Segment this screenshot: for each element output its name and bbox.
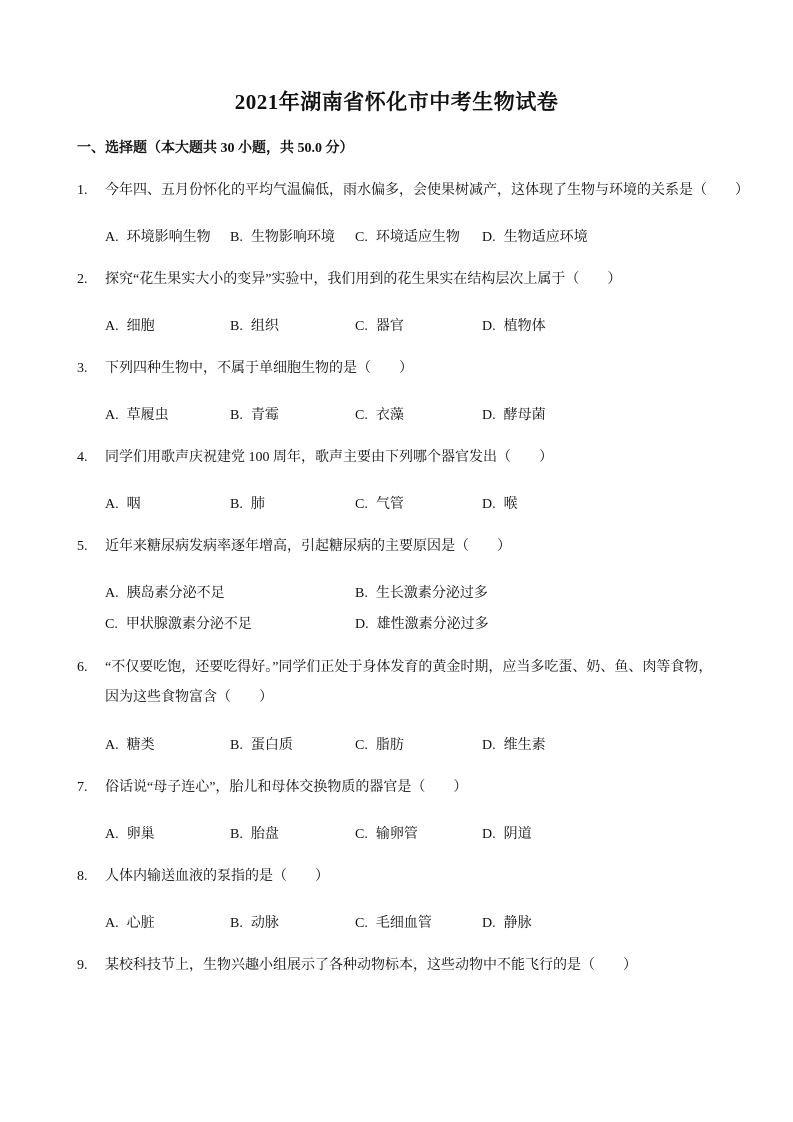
- question-stem: “不仅要吃饱，还要吃得好。”同学们正处于身体发育的黄金时期，应当多吃蛋、奶、鱼、肉等食物，: [105, 660, 713, 675]
- option-b: B. 蛋白质: [230, 738, 293, 753]
- option-d: D. 酵母菌: [482, 408, 546, 423]
- question-number: 9.: [77, 958, 88, 973]
- option-b: B. 组织: [230, 319, 279, 334]
- options-row: [105, 823, 725, 843]
- option-c: C. 毛细血管: [355, 916, 432, 931]
- option-c: C. 环境适应生物: [355, 230, 460, 245]
- option-a: A. 糖类: [105, 738, 155, 753]
- options-row: [105, 912, 725, 932]
- options-row: [105, 613, 725, 633]
- option-a: A. 咽: [105, 497, 141, 512]
- option-b: B. 生物影响环境: [230, 230, 335, 245]
- question-number: 2.: [77, 272, 88, 287]
- options-row: [105, 404, 725, 424]
- section-header: 一、选择题（本大题共 30 小题，共 50.0 分）: [77, 141, 354, 156]
- question-number: 7.: [77, 780, 88, 795]
- option-d: D. 雄性激素分泌过多: [355, 617, 489, 632]
- question-number: 5.: [77, 539, 88, 554]
- question-stem: 下列四种生物中，不属于单细胞生物的是（ ）: [105, 361, 413, 376]
- option-c: C. 器官: [355, 319, 404, 334]
- option-b: B. 生长激素分泌过多: [355, 586, 488, 601]
- option-c: C. 衣藻: [355, 408, 404, 423]
- option-d: D. 植物体: [482, 319, 546, 334]
- option-a: A. 环境影响生物: [105, 230, 211, 245]
- question-number: 8.: [77, 869, 88, 884]
- option-d: D. 生物适应环境: [482, 230, 588, 245]
- option-d: D. 静脉: [482, 916, 532, 931]
- question-stem: 同学们用歌声庆祝建党 100 周年，歌声主要由下列哪个器官发出（ ）: [105, 450, 553, 465]
- option-b: B. 青霉: [230, 408, 279, 423]
- question-stem: 某校科技节上，生物兴趣小组展示了各种动物标本，这些动物中不能飞行的是（ ）: [105, 958, 637, 973]
- question-stem: 近年来糖尿病发病率逐年增高，引起糖尿病的主要原因是（ ）: [105, 539, 511, 554]
- option-b: B. 动脉: [230, 916, 279, 931]
- options-row: [105, 493, 725, 513]
- option-d: D. 喉: [482, 497, 518, 512]
- options-row: [105, 734, 725, 754]
- question-number: 6.: [77, 660, 88, 675]
- option-a: A. 草履虫: [105, 408, 169, 423]
- option-a: A. 卵巢: [105, 827, 155, 842]
- option-b: B. 肺: [230, 497, 265, 512]
- question-stem: 俗话说“母子连心”，胎儿和母体交换物质的器官是（ ）: [105, 780, 468, 795]
- options-row: [105, 315, 725, 335]
- option-c: C. 输卵管: [355, 827, 418, 842]
- options-row: [105, 226, 725, 246]
- question-stem-line2: 因为这些食物富含（ ）: [105, 690, 273, 705]
- question-stem: 今年四、五月份怀化的平均气温偏低，雨水偏多，会使果树减产，这体现了生物与环境的关系是（ ）: [105, 183, 749, 198]
- option-d: D. 阴道: [482, 827, 532, 842]
- question-number: 4.: [77, 450, 88, 465]
- question-number: 1.: [77, 183, 88, 198]
- option-c: C. 脂肪: [355, 738, 404, 753]
- option-a: A. 胰岛素分泌不足: [105, 586, 225, 601]
- option-a: A. 细胞: [105, 319, 155, 334]
- options-row: [105, 582, 725, 602]
- question-stem: 人体内输送血液的泵指的是（ ）: [105, 869, 329, 884]
- question-number: 3.: [77, 361, 88, 376]
- option-b: B. 胎盘: [230, 827, 279, 842]
- page-title: 2021年湖南省怀化市中考生物试卷: [234, 90, 559, 114]
- option-a: A. 心脏: [105, 916, 155, 931]
- option-d: D. 维生素: [482, 738, 546, 753]
- option-c: C. 气管: [355, 497, 404, 512]
- question-stem: 探究“花生果实大小的变异”实验中，我们用到的花生果实在结构层次上属于（ ）: [105, 272, 622, 287]
- option-c: C. 甲状腺激素分泌不足: [105, 617, 252, 632]
